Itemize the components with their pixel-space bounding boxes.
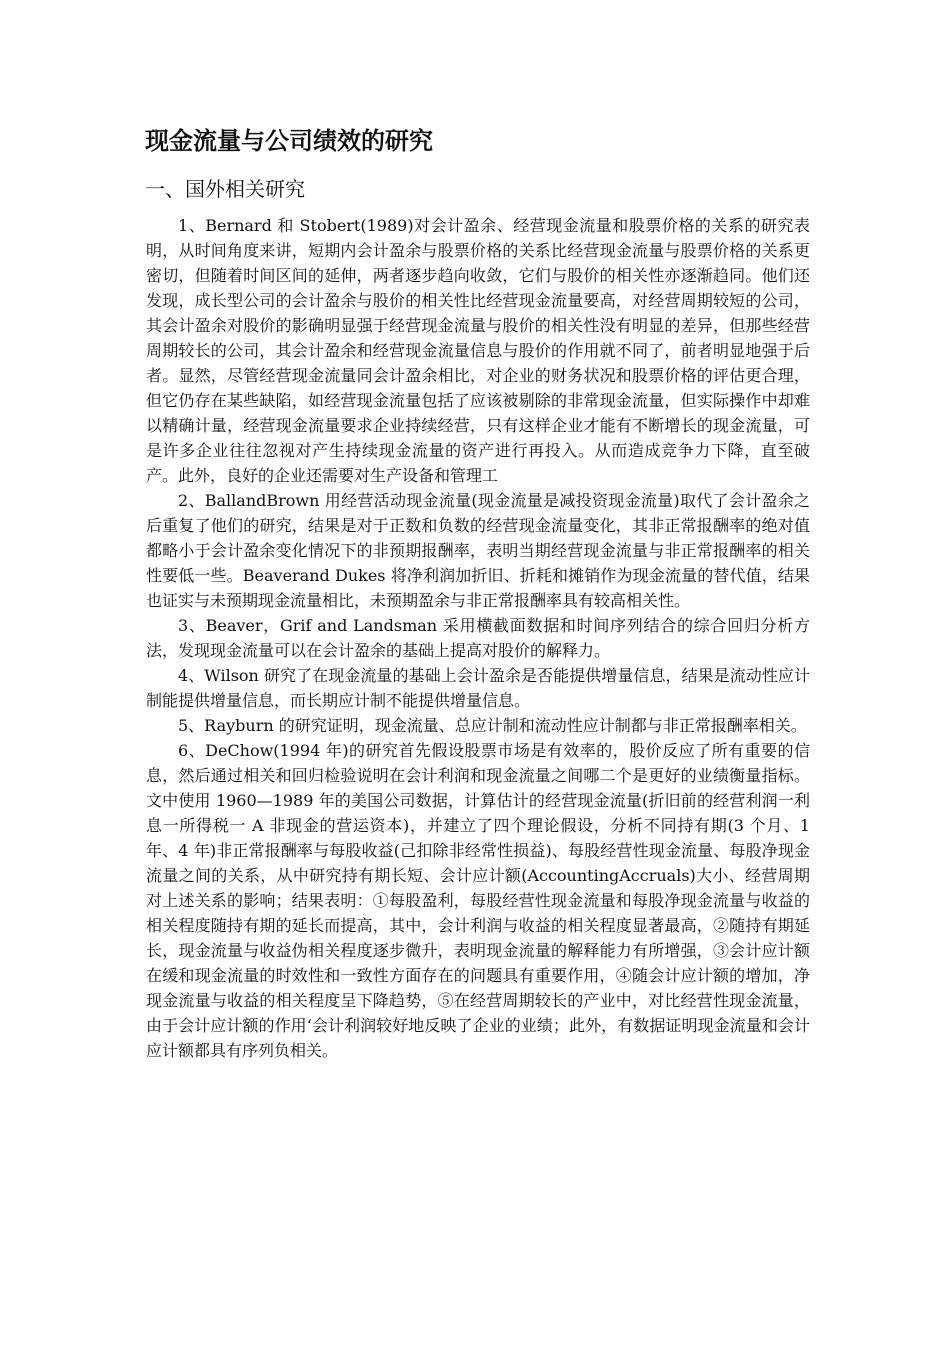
paragraph-4: 4、Wilson 研究了在现金流量的基础上会计盈余是否能提供增量信息，结果是流动性应计制能提供增量信息，而长期应计制不能提供增量信息。 bbox=[146, 666, 810, 710]
document-title: 现金流量与公司绩效的研究 bbox=[145, 127, 433, 155]
paragraph-3: 3、Beaver，Grif and Landsman 采用横截面数据和时间序列结合的综合回归分析方法，发现现金流量可以在会计盈余的基础上提高对股价的解释力。 bbox=[146, 616, 810, 660]
document-body bbox=[146, 213, 810, 1063]
paragraph-2: 2、BallandBrown 用经营活动现金流量(现金流量是减投资现金流量)取代了会计盈余之后重复了他们的研究，结果是对于正数和负数的经营现金流量变化，其非正常报酬率的绝对值都略小于会计盈余变化情况下的非预期报酬率，表明当期经营现金流量与非正常报酬率的相关性要低一些。Beaverand Dukes 将净利润加折旧、折耗和摊销作为现金流量的替代值，结果也证实与未预期现金流量相比，未预期盈余与非正常报酬率具有较高相关性。 bbox=[146, 491, 810, 610]
section-heading: 一、国外相关研究 bbox=[145, 177, 305, 201]
paragraph-5: 5、Rayburn 的研究证明，现金流量、总应计制和流动性应计制都与非正常报酬率相关。 bbox=[178, 716, 807, 735]
paragraph-1: 1、Bernard 和 Stobert(1989)对会计盈余、经营现金流量和股票价格的关系的研究表明，从时间角度来讲，短期内会计盈余与股票价格的关系比经营现金流量与股票价格的关系更密切，但随着时间区间的延伸，两者逐步趋向收敛，它们与股价的相关性亦逐渐趋同。他们还发现，成长型公司的会计盈余与股价的相关性比经营现金流量要高，对经营周期较短的公司，其会计盈余对股价的影确明显强于经营现金流量与股价的相关性没有明显的差异，但那些经营周期较长的公司，其会计盈余和经营现金流量信息与股价的作用就不同了，前者明显地强于后者。显然，尽管经营现金流量同会计盈余相比，对企业的财务状况和股票价格的评估更合理，但它仍存在某些缺陷，如经营现金流量包括了应该被剔除的非常现金流量，但实际操作中却难以精确计量，经营现金流量要求企业持续经营，只有这样企业才能有不断增长的现金流量，可是许多企业往往忽视对产生持续现金流量的资产进行再投入。从而造成竞争力下降，直至破产。此外，良好的企业还需要对生产设备和管理工 bbox=[146, 216, 810, 485]
paragraph-6: 6、DeChow(1994 年)的研究首先假设股票市场是有效率的，股价反应了所有重要的信息，然后通过相关和回归检验说明在会计利润和现金流量之间哪二个是更好的业绩衡量指标。文中使用 1960—1989 年的美国公司数据，计算估计的经营现金流量(折旧前的经营利润一利息一所得税一 A 非现金的营运资本)，并建立了四个理论假设，分析不同持有期(3 个月、1 年、4 年)非正常报酬率与每股收益(己扣除非经常性损益)、每股经营性现金流量、每股净现金流量之间的关系，从中研究持有期长短、会计应计额(AccountingAccruals)大小、经营周期对上述关系的影响；结果表明：①每股盈利，每股经营性现金流量和每股净现金流量与收益的相关程度随持有期的延长而提高，其中，会计利润与收益的相关程度显著最高，②随持有期延长，现金流量与收益伪相关程度逐步微升，表明现金流量的解释能力有所增强，③会计应计额在缓和现金流量的时效性和一致性方面存在的问题具有重要作用，④随会计应计额的增加，净现金流量与收益的相关程度呈下降趋势，⑤在经营周期较长的产业中，对比经营性现金流量，由于会计应计额的作用‘会计利润较好地反映了企业的业绩；此外，有数据证明现金流量和会计应计额都具有序列负相关。 bbox=[146, 741, 810, 1060]
